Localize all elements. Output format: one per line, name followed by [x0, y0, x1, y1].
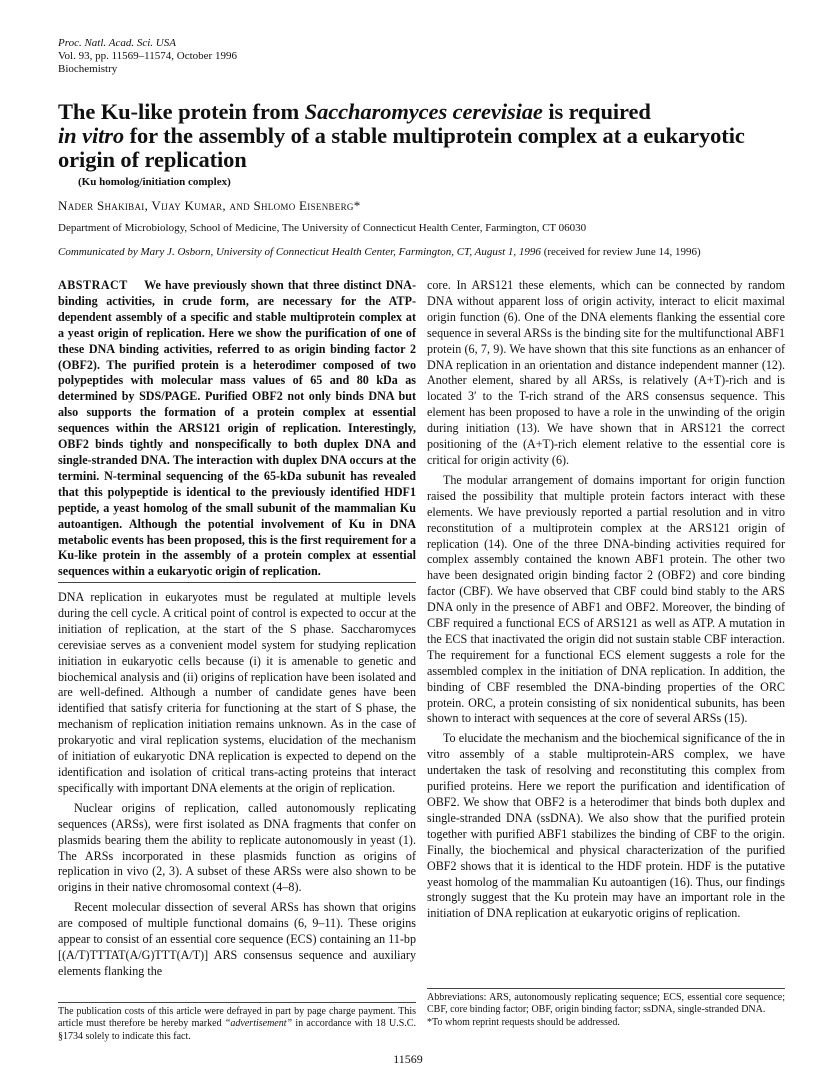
page-number: 11569	[393, 1052, 423, 1066]
abstract-divider	[58, 582, 416, 583]
volume-info: Vol. 93, pp. 11569–11574, October 1996	[58, 50, 237, 62]
abbreviations: Abbreviations: ARS, autonomously replicating sequence; ECS, essential core sequence; CBF, core binding factor; OBF, origin binding factor; ssDNA, single-stranded DNA.	[427, 992, 785, 1016]
received-date: (received for review June 14, 1996)	[543, 246, 701, 258]
paragraph: The modular arrangement of domains important for origin function raised the possibility that multiple protein factors interact with these elements. We have previously reported a partial resolution and in vitro reconstitution of a multiprotein complex at the ARS121 origin of replication (14). One of the three DNA-binding activities required for complex assembly contained the known ABF1 protein. The other two have been designated origin binding factor 2 (OBF2) and core binding factor (CBF). We have observed that CBF could bind stably to the ARS DNA only in the presence of ABF1 and OBF2. Moreover, the binding of CBF required a functional ECS of ARS121 as well as ATP. A mutation in the ECS that inactivated the origin did not sustain stable CBF interaction. The requirement for a functional ECS element suggests a role for the assembled complex in the initiation of DNA replication. In addition, the binding of CBF resembled the DNA-binding properties of the ORC protein. ORC, a protein consisting of six nonidentical subunits, has been shown to interact with sequences at the core of several ARSs (15).	[427, 472, 785, 726]
title-part-2: is required	[542, 99, 651, 124]
communicated-by	[58, 246, 701, 258]
abbreviations-footnote	[427, 992, 785, 1029]
section-name: Biochemistry	[58, 63, 118, 75]
paragraph: Recent molecular dissection of several ARSs has shown that origins are composed of multiple functional domains (6, 9–11). These origins appear to consist of an essential core sequence (ECS) containing an 11-bp [(A/T)TTTAT(A/G)TTT(A/T)] ARS consensus sequence and auxiliary elements flanking the	[58, 900, 416, 978]
article-title	[58, 100, 778, 172]
correspondence-note: *To whom reprint requests should be addressed.	[427, 1016, 620, 1028]
abstract	[58, 278, 416, 580]
title-part-1: The Ku-like protein from	[58, 99, 305, 124]
abstract-heading: ABSTRACT	[58, 278, 128, 292]
paragraph: Nuclear origins of replication, called autonomously replicating sequences (ARSs), were first isolated as DNA fragments that confer on plasmids bearing them the ability to replicate autonomously in yeast (1). The ARSs incorporated in these plasmids function as origins of replication in vivo (2, 3). A subset of these ARSs were also shown to be origins in their native chromosomal context (4–8).	[58, 800, 416, 895]
title-invitro: in vitro	[58, 123, 125, 148]
affiliation: Department of Microbiology, School of Medicine, The University of Connecticut Health Center, Farmington, CT 06030	[58, 222, 587, 234]
right-column-body	[427, 278, 785, 926]
footnote-divider-left	[58, 1002, 416, 1003]
publication-cost-footnote	[58, 1006, 416, 1043]
footnote-text-1: The publication costs of this article were defrayed in part by page charge payment. This article must therefore be hereby marked	[58, 1006, 416, 1030]
title-species: Saccharomyces cerevisiae	[304, 99, 543, 124]
keywords: (Ku homolog/initiation complex)	[78, 176, 231, 188]
paragraph: DNA replication in eukaryotes must be regulated at multiple levels during the cell cycle. A critical point of control is expected to occur at the initiation of replication, at the start of the S phase. Saccharomyces cerevisiae serves as a convenient model system for studying replication initiation in eukaryotic cells because (i) it is amenable to genetic and biochemical analysis and (ii) origins of replication have been isolated and are well-defined. Although a number of candidate genes have been identified that satisfy criteria for functioning at the start of S phase, the mechanism of replication initiation remains unknown. As in the case of prokaryotic and viral replication systems, elucidation of the mechanism of initiation of eukaryotic DNA replication is expected to depend on the identification and isolation of critical trans-acting proteins that interact specifically with important DNA elements at the origin of replication.	[58, 590, 416, 795]
journal-header	[58, 37, 237, 76]
paragraph: To elucidate the mechanism and the biochemical significance of the in vitro assembly of a stable multiprotein-ARS complex, we have undertaken the task of resolving and reconstituting this complex from purified proteins. Here we report the purification and identification of OBF2. We show that OBF2 is a heterodimer that binds both duplex and single-stranded DNA (ssDNA). We also show that the purified protein together with purified ABF1 stabilizes the binding of CBF to the origin. Finally, the biochemical and physical characterization of the purified OBF2 shows that it is identical to the HDF protein. HDF is the putative yeast homolog of the mammalian Ku autoantigen (16). Thus, our findings strongly suggest that the Ku protein may have an important role in the initiation of DNA replication at eukaryotic origins of replication.	[427, 731, 785, 921]
title-part-3: for the assembly of a stable multiprotein complex at a eukaryotic origin of replication	[58, 123, 745, 172]
paragraph: core. In ARS121 these elements, which can be connected by random DNA without apparent loss of origin activity, interact to elicit maximal origin function (6). One of the DNA elements flanking the essential core sequence in several ARSs is the binding site for the multifunctional ABF1 protein (6, 7, 9). We have shown that this site functions as an enhancer of DNA replication in an orientation and distance independent manner (12). Another element, shared by all ARSs, is relatively (A+T)-rich and is located 3′ to the T-rich strand of the ARS consensus sequence. This element has been proposed to have a role in the unwinding of the origin during initiation (13). We have shown that in ARS121 the correct positioning of the (A+T)-rich element relative to the essential core is critical for origin activity (6).	[427, 278, 785, 467]
footnote-text-2: in accordance with 18 U.S.C. §1734 solely to indicate this fact.	[58, 1018, 416, 1042]
communicated-text: Communicated by Mary J. Osborn, University of Connecticut Health Center, Farmington, CT, August 1, 1996	[58, 246, 544, 258]
abstract-text: We have previously shown that three distinct DNA-binding activities, in crude form, are necessary for the ATP-dependent assembly of a specific and stable multiprotein complex at a yeast origin of replication. Here we show the purification of one of these DNA binding activities, referred to as origin binding factor 2 (OBF2). The purified protein is a heterodimer composed of two polypeptides with molecular mass values of 65 and 80 kDa as determined by SDS/PAGE. Purified OBF2 not only binds DNA but also supports the formation of a protein complex at essential sequences within the ARS121 origin of replication. Interestingly, OBF2 binds tightly and nonspecifically to both duplex DNA and single-stranded DNA. The interaction with duplex DNA occurs at the termini. N-terminal sequencing of the 65-kDa subunit has revealed that this polypeptide is identical to the previously identified HDF1 peptide, a yeast homolog of the small subunit of the mammalian Ku autoantigen. Although the potential involvement of Ku in DNA metabolic events has been proposed, this is the first requirement for a Ku-like protein in the assembly of a protein complex at essential sequences within a eukaryotic origin of replication.	[58, 278, 416, 579]
journal-name: Proc. Natl. Acad. Sci. USA	[58, 37, 176, 49]
author-list: Nader Shakibai, Vijay Kumar, and Shlomo Eisenberg*	[58, 198, 361, 213]
footnote-divider-right	[427, 988, 785, 989]
footnote-advertisement: “advertisement”	[224, 1018, 293, 1030]
left-column-body	[58, 590, 416, 984]
